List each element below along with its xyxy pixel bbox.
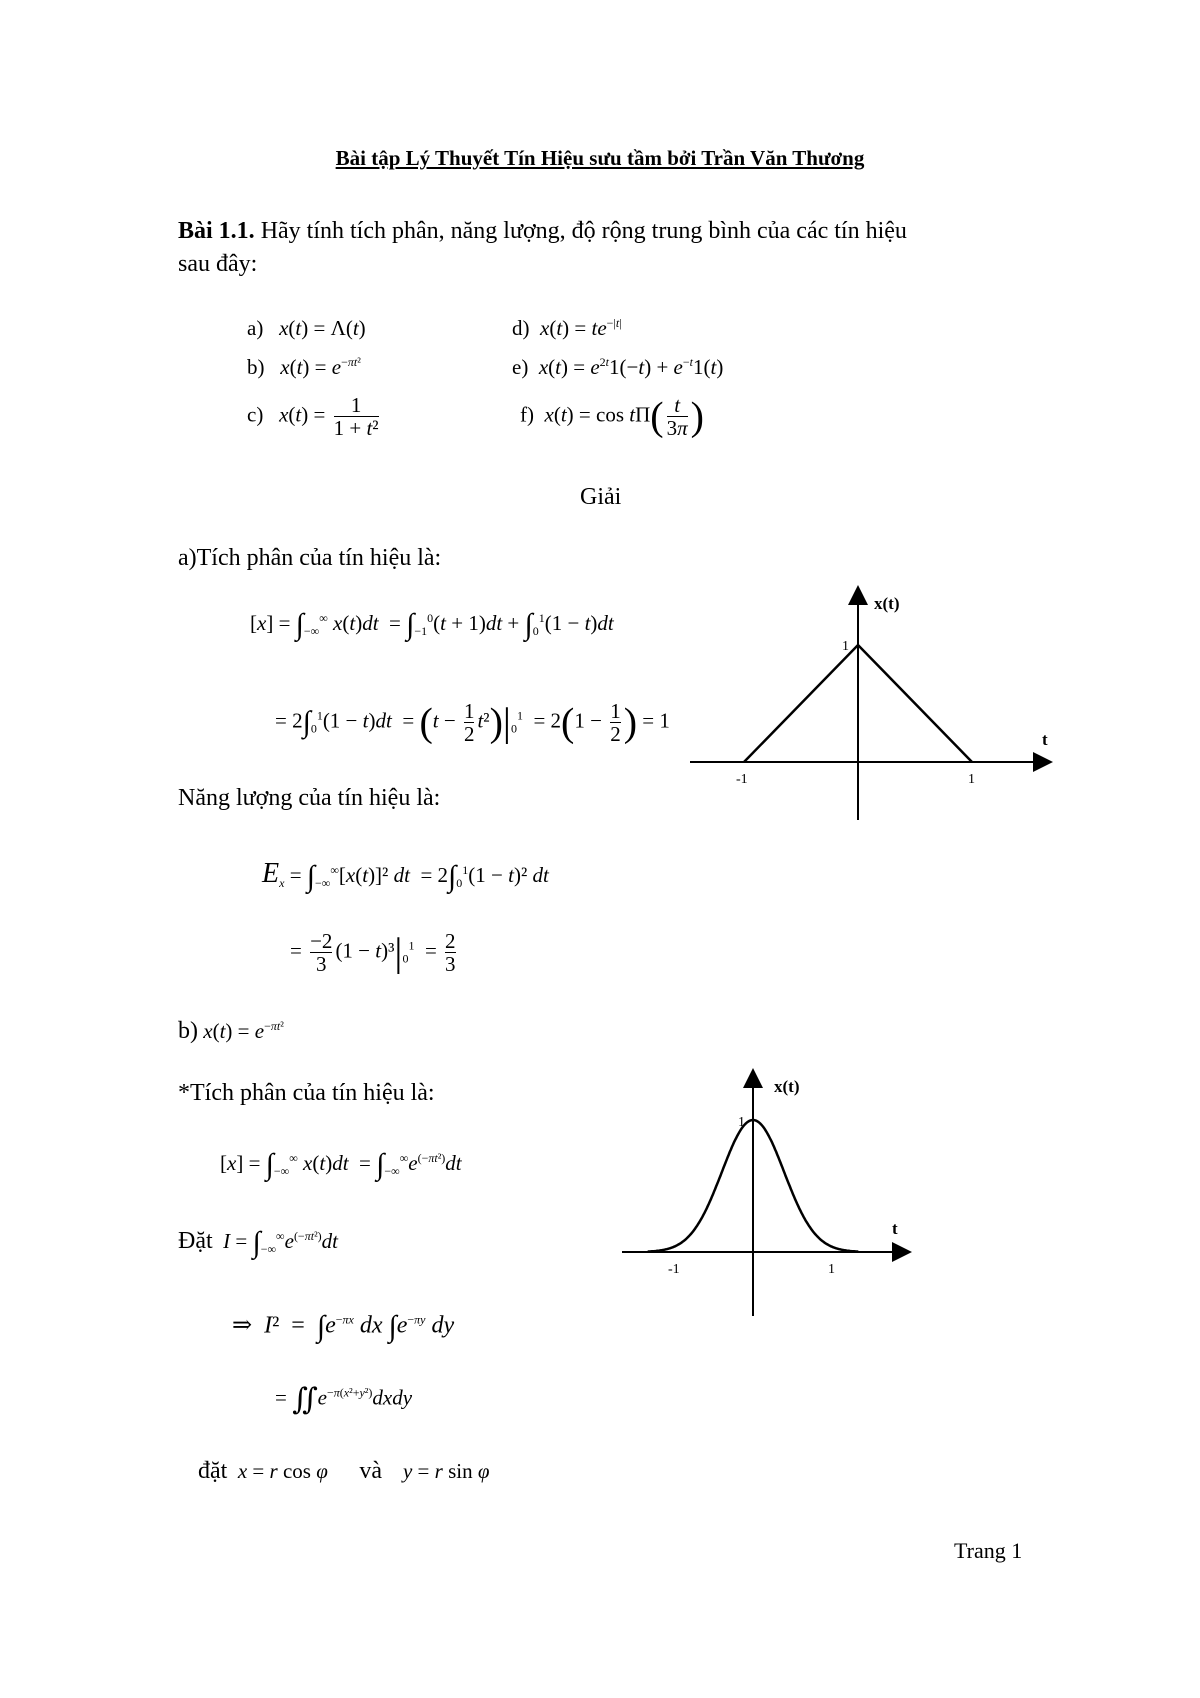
problem-label: Bài 1.1. bbox=[178, 218, 255, 244]
page-number: Trang 1 bbox=[954, 1538, 1023, 1563]
eq-b-I-squared: ⇒ $I^2 = \int e^{-\pi x}$ dx $\int e^{-\pi y}$ dy bbox=[232, 1310, 455, 1343]
item-a: a) x(t) = Λ(t) bbox=[247, 316, 366, 340]
part-a-energy-label: Năng lượng của tín hiệu là: bbox=[178, 785, 441, 811]
triangle-right-tick: 1 bbox=[968, 772, 975, 787]
triangle-left-tick: -1 bbox=[736, 772, 748, 787]
gaussian-x-label: t bbox=[892, 1219, 898, 1238]
part-b-integral-label: *Tích phân của tín hiệu là: bbox=[178, 1080, 435, 1106]
gaussian-y-label: x(t) bbox=[774, 1077, 800, 1096]
item-f: f) x(t) = cos tΠ( $\frac{t}{3\pi}$ ) bbox=[520, 393, 704, 440]
eq-a-energy-2: = $\frac{-2}{3}$ $(1 - t)^3|_0^1$ = $\frac{2}{3}$ bbox=[290, 929, 456, 976]
part-a-integral-label: a)Tích phân của tín hiệu là: bbox=[178, 545, 442, 571]
problem-text-line2: sau đây: bbox=[178, 251, 258, 277]
item-c-letter: c) bbox=[247, 402, 264, 427]
problem-statement bbox=[178, 218, 907, 245]
gaussian-left-tick: -1 bbox=[668, 1262, 680, 1277]
item-c: c) x(t) = $\frac{1}{\text{1 + t²}}$ bbox=[247, 393, 379, 440]
gaussian-right-tick: 1 bbox=[828, 1262, 835, 1277]
triangle-peak-label: 1 bbox=[842, 639, 849, 654]
eq-b-polar-sub: đặt x = r cos φ và y = r sin φ bbox=[198, 1458, 490, 1484]
item-e-letter: e) bbox=[512, 355, 529, 379]
page-title: Bài tập Lý Thuyết Tín Hiệu sưu tầm bởi Trần Văn Thương bbox=[335, 146, 865, 170]
item-a-letter: a) bbox=[247, 316, 264, 340]
dat2-label: đặt bbox=[198, 1458, 228, 1484]
problem-text-line1: Hãy tính tích phân, năng lượng, độ rộng trung bình của các tín hiệu bbox=[260, 218, 907, 244]
va-label: và bbox=[359, 1458, 382, 1484]
triangle-y-label: x(t) bbox=[874, 594, 900, 613]
item-f-letter: f) bbox=[520, 402, 534, 427]
gaussian-signal-graph bbox=[622, 1068, 912, 1318]
item-e: e) $x(t) = e^{2t}1(-t) + e^{-t}1(t)$ bbox=[512, 355, 724, 379]
eq-a-integral-1: $[x] = \int_{-\infty}^\infty$ $x(t)dt = \int_{-1}^0(t + 1)dt + \int_0^1(1 - t)dt$ bbox=[250, 608, 614, 641]
item-b: b) $x(t) = e^{-\pi t^2}$ bbox=[247, 355, 361, 379]
triangle-x-label: t bbox=[1042, 730, 1048, 749]
item-d-letter: d) bbox=[512, 316, 530, 340]
triangle-signal-graph bbox=[690, 585, 1060, 820]
item-d: d) $x(t) = te^{-|t|}$ bbox=[512, 316, 622, 340]
item-b-letter: b) bbox=[247, 355, 265, 379]
dat-label: Đặt bbox=[178, 1227, 213, 1254]
eq-b-define-I: Đặt $I = \int_{-\infty}^\infty e^{(-\pi t^2)}dt$ bbox=[178, 1226, 338, 1259]
part-b-expr: b) $x(t) = e^{-\pi t^2}$ bbox=[178, 1018, 284, 1044]
eq-b-integral: $[x] = \int_{-\infty}^\infty$ $x(t)dt = \int_{-\infty}^\infty e^{(-\pi t^2)}dt$ bbox=[220, 1148, 462, 1181]
part-b-label: b) bbox=[178, 1018, 198, 1044]
gaussian-peak-label: 1 bbox=[738, 1115, 745, 1130]
eq-b-double-integral: = $∬e^{-\pi(x^2+y^2)}dxdy$ bbox=[275, 1383, 413, 1416]
eq-a-energy-1: $E_x = \int_{-\infty}^\infty[x(t)]^2$ dt = $2\int_0^1(1 - t)^2$ dt bbox=[262, 858, 549, 894]
eq-a-integral-2: = $2\int_0^1(1 - t)dt = (t$ − $\frac{1}{2}$ $t^2)|_0^1 = 2(1$ − $\frac{1}{2}$ ) = 1 bbox=[275, 699, 670, 746]
solution-heading: Giải bbox=[580, 484, 622, 510]
